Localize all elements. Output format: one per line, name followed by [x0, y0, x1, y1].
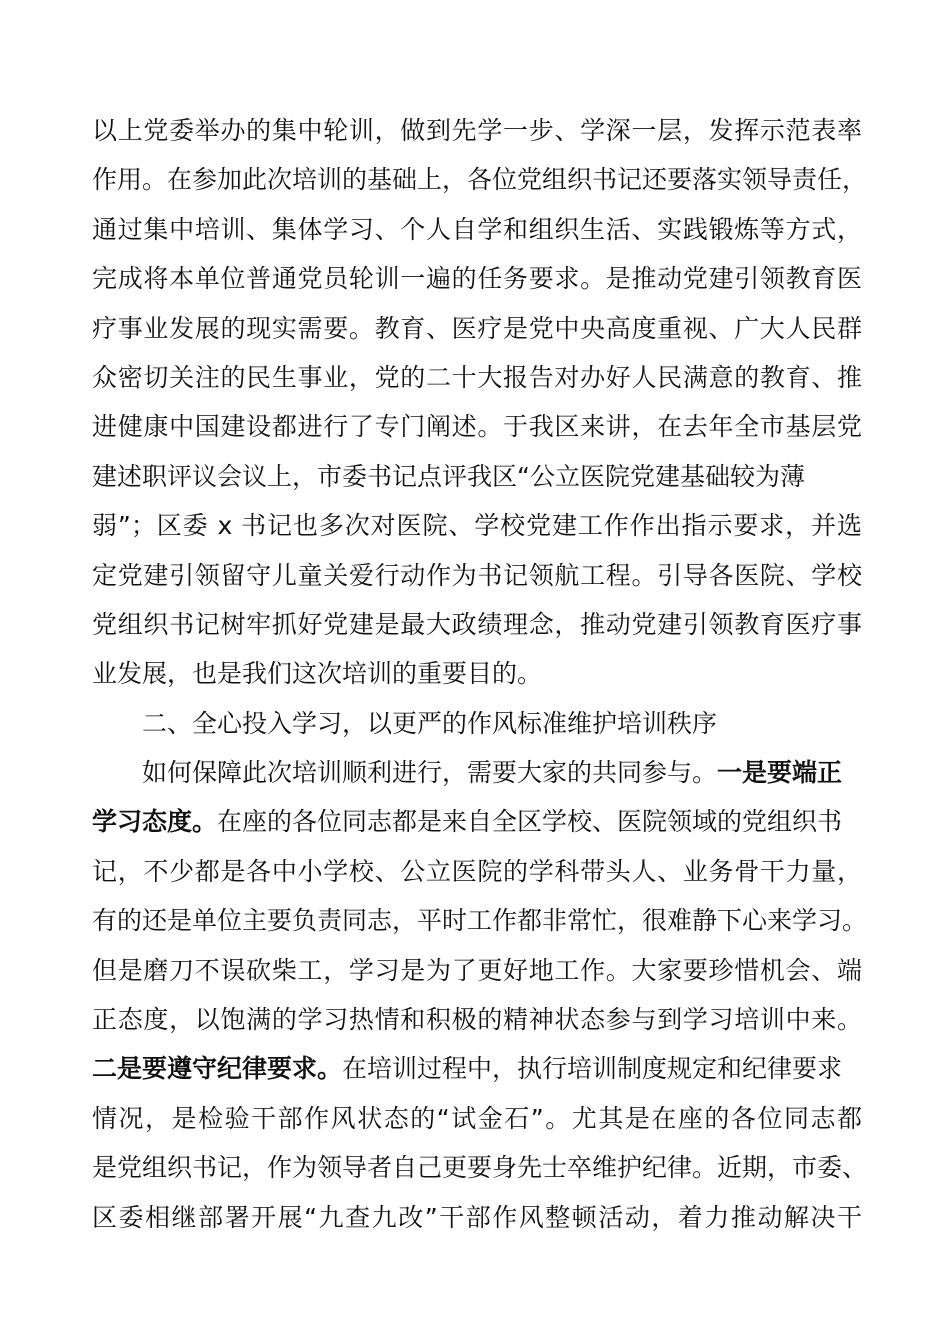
bold-run: 一是要端正	[717, 758, 843, 788]
text-line: 完成将本单位普通党员轮训一遍的任务要求。是推动党建引领教育医	[92, 264, 862, 294]
text-line: 但是磨刀不误砍柴工，学习是为了更好地工作。大家要珍惜机会、端	[92, 955, 862, 985]
text-line: 作用。在参加此次培训的基础上，各位党组织书记还要落实领导责任，	[92, 165, 868, 195]
text-line: 弱”；区委 x 书记也多次对医院、学校党建工作作出指示要求，并选	[92, 511, 862, 541]
text-line: 众密切关注的民生事业，党的二十大报告对办好人民满意的教育、推	[92, 362, 862, 392]
text-line	[92, 748, 862, 797]
text-line: 区委相继部署开展“九查九改”干部作风整顿活动，着力推动解决干	[92, 1202, 862, 1232]
text-run: 在座的各位同志都是来自全区学校、医院领域的党组织书	[217, 807, 843, 837]
text-line: 进健康中国建设都进行了专门阐述。于我区来讲，在去年全市基层党	[92, 412, 862, 442]
text-line: 有的还是单位主要负责同志，平时工作都非常忙，很难静下心来学习。	[92, 906, 868, 936]
text-line: 建述职评议会议上，市委书记点评我区“公立医院党建基础较为薄	[92, 461, 805, 491]
text-line: 是党组织书记，作为领导者自己更要身先士卒维护纪律。近期，市委、	[92, 1153, 868, 1183]
text-line	[92, 1044, 862, 1093]
text-line: 记，不少都是各中小学校、公立医院的学科带头人、业务骨干力量，	[92, 856, 862, 886]
text-line: 疗事业发展的现实需要。教育、医疗是党中央高度重视、广大人民群	[92, 313, 862, 343]
text-run: 在培训过程中，执行培训制度规定和纪律要求	[342, 1054, 843, 1084]
text-line: 情况，是检验干部作风状态的“试金石”。尤其是在座的各位同志都	[92, 1103, 862, 1133]
text-line: 以上党委举办的集中轮训，做到先学一步、学深一层，发挥示范表率	[92, 116, 862, 145]
text-line: 定党建引领留守儿童关爱行动作为书记领航工程。引导各医院、学校	[92, 560, 862, 590]
text-line: 通过集中培训、集体学习、个人自学和组织生活、实践锻炼等方式，	[92, 214, 862, 244]
bold-run: 二是要遵守纪律要求。	[92, 1054, 343, 1084]
text-run: 如何保障此次培训顺利进行，需要大家的共同参与。	[142, 758, 718, 788]
body-text	[92, 106, 868, 1242]
text-line	[92, 797, 862, 846]
section-heading: 二、全心投入学习，以更严的作风标准维护培训秩序	[142, 708, 718, 738]
text-line: 业发展，也是我们这次培训的重要目的。	[92, 659, 543, 689]
text-line: 党组织书记树牢抓好党建是最大政绩理念，推动党建引领教育医疗事	[92, 609, 862, 639]
bold-run: 学习态度。	[92, 807, 218, 837]
text-line: 正态度，以饱满的学习热情和积极的精神状态参与到学习培训中来。	[92, 1005, 862, 1035]
